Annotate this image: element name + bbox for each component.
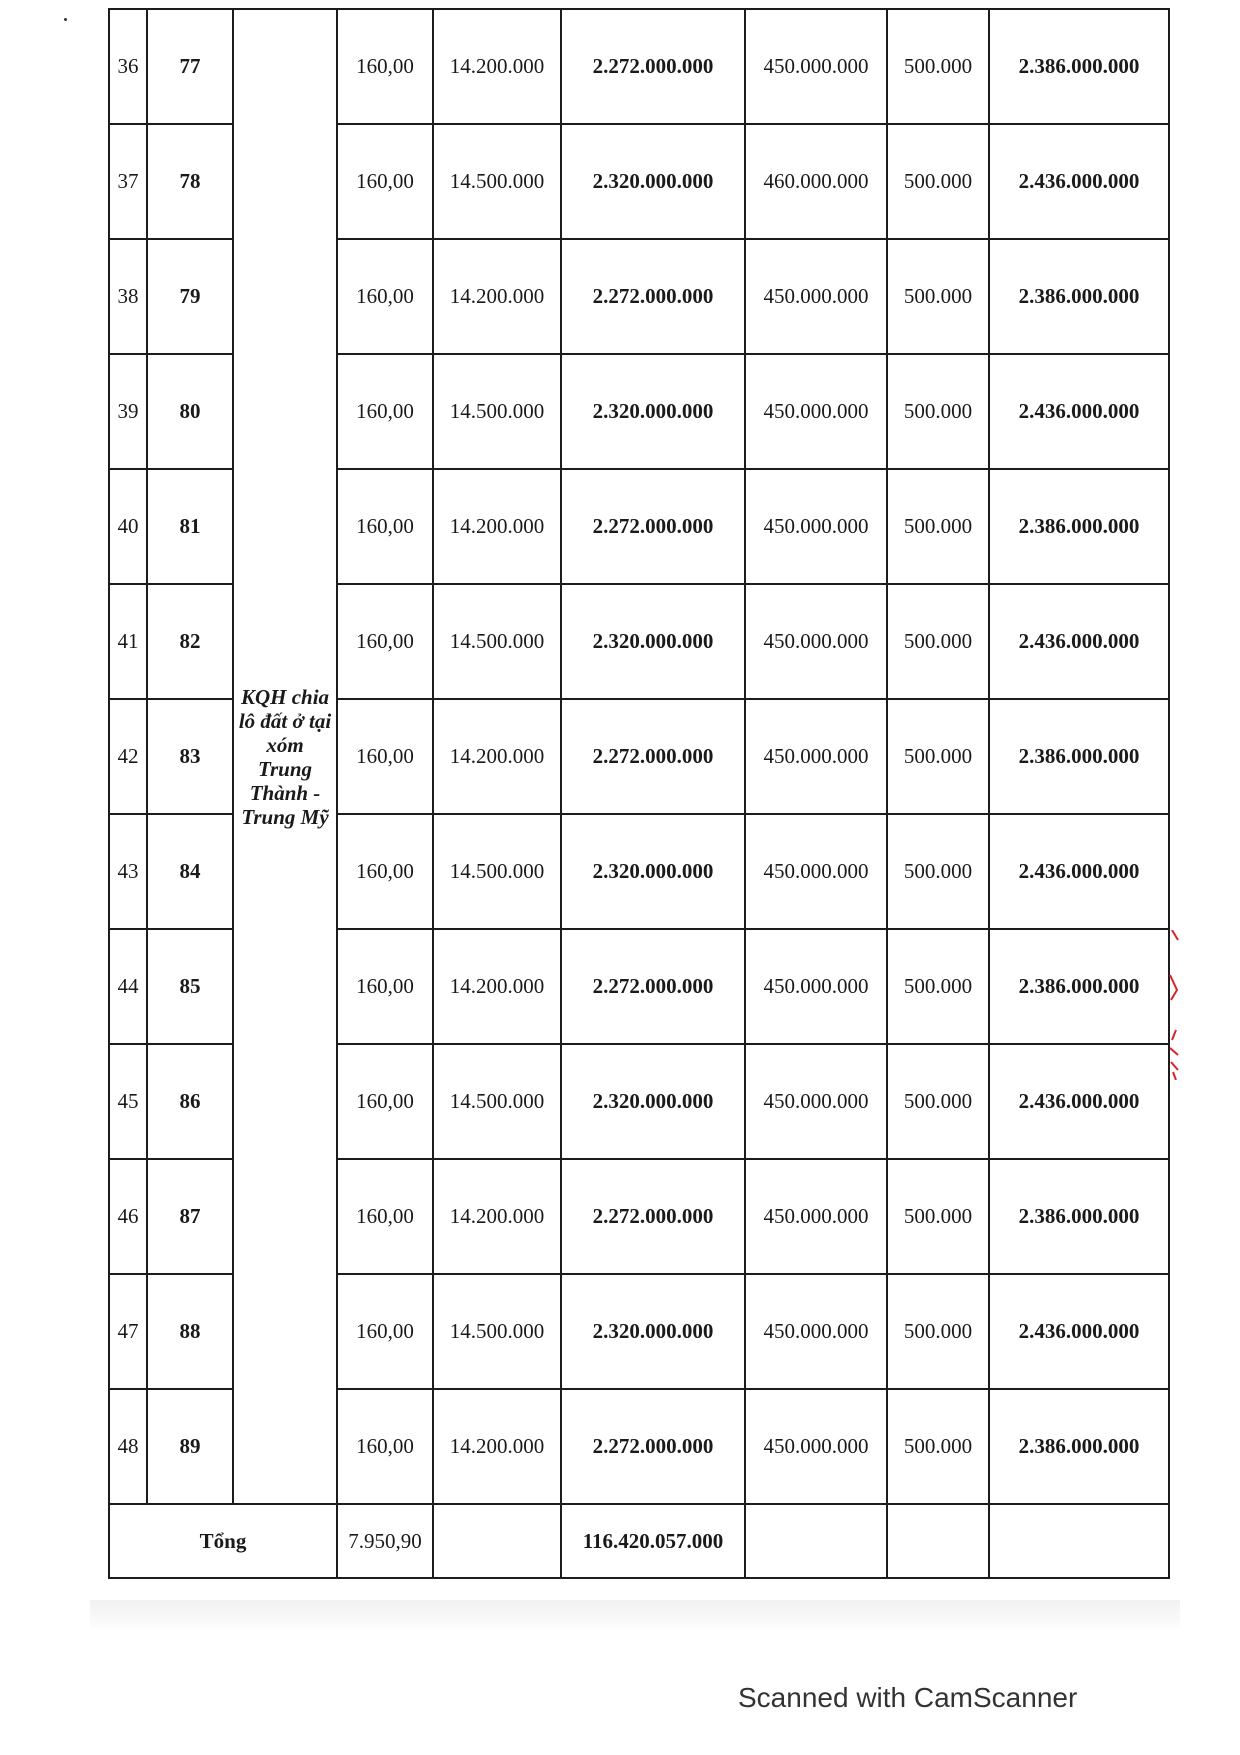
deposit-cell: 450.000.000 xyxy=(745,239,887,354)
fee-cell: 500.000 xyxy=(887,124,989,239)
total-price-cell: 2.386.000.000 xyxy=(989,699,1169,814)
row-number-cell: 46 xyxy=(109,1159,147,1274)
fee-cell: 500.000 xyxy=(887,699,989,814)
row-number-cell: 42 xyxy=(109,699,147,814)
location-line: Trung Mỹ xyxy=(241,804,329,829)
unit-price-cell: 14.200.000 xyxy=(433,699,561,814)
row-number-cell: 38 xyxy=(109,239,147,354)
row-number-cell: 43 xyxy=(109,814,147,929)
lot-number-cell: 79 xyxy=(147,239,233,354)
total-value-cell: 116.420.057.000 xyxy=(561,1504,745,1578)
area-cell: 160,00 xyxy=(337,814,433,929)
unit-price-cell: 14.500.000 xyxy=(433,814,561,929)
total-price-cell: 2.436.000.000 xyxy=(989,354,1169,469)
empty-cell xyxy=(433,1504,561,1578)
land-value-cell: 2.272.000.000 xyxy=(561,699,745,814)
row-number-cell: 39 xyxy=(109,354,147,469)
total-price-cell: 2.386.000.000 xyxy=(989,469,1169,584)
area-cell: 160,00 xyxy=(337,239,433,354)
deposit-cell: 450.000.000 xyxy=(745,584,887,699)
location-line: xóm xyxy=(266,732,304,757)
fee-cell: 500.000 xyxy=(887,1389,989,1504)
fee-cell: 500.000 xyxy=(887,469,989,584)
area-cell: 160,00 xyxy=(337,469,433,584)
land-value-cell: 2.320.000.000 xyxy=(561,124,745,239)
lot-number-cell: 83 xyxy=(147,699,233,814)
deposit-cell: 450.000.000 xyxy=(745,354,887,469)
area-cell: 160,00 xyxy=(337,9,433,124)
land-value-cell: 2.272.000.000 xyxy=(561,929,745,1044)
deposit-cell: 450.000.000 xyxy=(745,1044,887,1159)
unit-price-cell: 14.500.000 xyxy=(433,124,561,239)
total-area-cell: 7.950,90 xyxy=(337,1504,433,1578)
location-line: Thành - xyxy=(249,780,321,805)
lot-number-cell: 89 xyxy=(147,1389,233,1504)
area-cell: 160,00 xyxy=(337,354,433,469)
lot-number-cell: 87 xyxy=(147,1159,233,1274)
unit-price-cell: 14.200.000 xyxy=(433,239,561,354)
fee-cell: 500.000 xyxy=(887,354,989,469)
area-cell: 160,00 xyxy=(337,124,433,239)
total-price-cell: 2.386.000.000 xyxy=(989,239,1169,354)
unit-price-cell: 14.200.000 xyxy=(433,1159,561,1274)
fee-cell: 500.000 xyxy=(887,929,989,1044)
table-row xyxy=(109,9,1169,124)
lot-number-cell: 84 xyxy=(147,814,233,929)
deposit-cell: 450.000.000 xyxy=(745,9,887,124)
total-price-cell: 2.436.000.000 xyxy=(989,1274,1169,1389)
fee-cell: 500.000 xyxy=(887,814,989,929)
total-price-cell: 2.436.000.000 xyxy=(989,584,1169,699)
total-label: Tổng xyxy=(109,1504,337,1578)
deposit-cell: 450.000.000 xyxy=(745,814,887,929)
lot-number-cell: 82 xyxy=(147,584,233,699)
total-row xyxy=(109,1504,1169,1578)
lot-number-cell: 88 xyxy=(147,1274,233,1389)
land-value-cell: 2.272.000.000 xyxy=(561,239,745,354)
location-line: KQH chia xyxy=(240,684,330,709)
total-price-cell: 2.386.000.000 xyxy=(989,929,1169,1044)
land-value-cell: 2.320.000.000 xyxy=(561,354,745,469)
camscanner-watermark: Scanned with CamScanner xyxy=(738,1682,1078,1713)
scan-shadow-strip xyxy=(90,1600,1180,1628)
fee-cell: 500.000 xyxy=(887,9,989,124)
lot-number-cell: 78 xyxy=(147,124,233,239)
unit-price-cell: 14.200.000 xyxy=(433,469,561,584)
land-value-cell: 2.320.000.000 xyxy=(561,1044,745,1159)
location-line: Trung xyxy=(257,756,313,781)
land-value-cell: 2.320.000.000 xyxy=(561,814,745,929)
total-price-cell: 2.386.000.000 xyxy=(989,1159,1169,1274)
unit-price-cell: 14.200.000 xyxy=(433,1389,561,1504)
unit-price-cell: 14.500.000 xyxy=(433,1274,561,1389)
unit-price-cell: 14.500.000 xyxy=(433,584,561,699)
row-number-cell: 48 xyxy=(109,1389,147,1504)
deposit-cell: 450.000.000 xyxy=(745,1389,887,1504)
unit-price-cell: 14.200.000 xyxy=(433,9,561,124)
area-cell: 160,00 xyxy=(337,1159,433,1274)
land-value-cell: 2.320.000.000 xyxy=(561,1274,745,1389)
lot-number-cell: 85 xyxy=(147,929,233,1044)
empty-cell xyxy=(887,1504,989,1578)
area-cell: 160,00 xyxy=(337,1389,433,1504)
unit-price-cell: 14.500.000 xyxy=(433,1044,561,1159)
deposit-cell: 450.000.000 xyxy=(745,929,887,1044)
area-cell: 160,00 xyxy=(337,1274,433,1389)
row-number-cell: 45 xyxy=(109,1044,147,1159)
total-price-cell: 2.436.000.000 xyxy=(989,1044,1169,1159)
row-number-cell: 44 xyxy=(109,929,147,1044)
fee-cell: 500.000 xyxy=(887,584,989,699)
fee-cell: 500.000 xyxy=(887,1274,989,1389)
deposit-cell: 460.000.000 xyxy=(745,124,887,239)
land-value-cell: 2.272.000.000 xyxy=(561,1159,745,1274)
total-price-cell: 2.386.000.000 xyxy=(989,9,1169,124)
red-pen-mark-icon xyxy=(1168,930,1182,1080)
row-number-cell: 40 xyxy=(109,469,147,584)
row-number-cell: 36 xyxy=(109,9,147,124)
lot-number-cell: 77 xyxy=(147,9,233,124)
deposit-cell: 450.000.000 xyxy=(745,1159,887,1274)
deposit-cell: 450.000.000 xyxy=(745,699,887,814)
deposit-cell: 450.000.000 xyxy=(745,1274,887,1389)
land-value-cell: 2.272.000.000 xyxy=(561,9,745,124)
table-body xyxy=(109,9,1169,1578)
total-price-cell: 2.386.000.000 xyxy=(989,1389,1169,1504)
fee-cell: 500.000 xyxy=(887,1159,989,1274)
lot-number-cell: 80 xyxy=(147,354,233,469)
fee-cell: 500.000 xyxy=(887,239,989,354)
lot-number-cell: 86 xyxy=(147,1044,233,1159)
total-price-cell: 2.436.000.000 xyxy=(989,124,1169,239)
land-value-cell: 2.320.000.000 xyxy=(561,584,745,699)
land-value-cell: 2.272.000.000 xyxy=(561,469,745,584)
lot-number-cell: 81 xyxy=(147,469,233,584)
unit-price-cell: 14.500.000 xyxy=(433,354,561,469)
total-price-cell: 2.436.000.000 xyxy=(989,814,1169,929)
scan-speck xyxy=(64,18,67,21)
row-number-cell: 47 xyxy=(109,1274,147,1389)
empty-cell xyxy=(745,1504,887,1578)
area-cell: 160,00 xyxy=(337,699,433,814)
area-cell: 160,00 xyxy=(337,584,433,699)
land-value-cell: 2.272.000.000 xyxy=(561,1389,745,1504)
deposit-cell: 450.000.000 xyxy=(745,469,887,584)
location-line: lô đất ở tại xyxy=(238,708,332,733)
unit-price-cell: 14.200.000 xyxy=(433,929,561,1044)
row-number-cell: 41 xyxy=(109,584,147,699)
land-price-table xyxy=(108,8,1170,1579)
area-cell: 160,00 xyxy=(337,929,433,1044)
row-number-cell: 37 xyxy=(109,124,147,239)
location-cell xyxy=(233,9,337,1504)
empty-cell xyxy=(989,1504,1169,1578)
fee-cell: 500.000 xyxy=(887,1044,989,1159)
area-cell: 160,00 xyxy=(337,1044,433,1159)
